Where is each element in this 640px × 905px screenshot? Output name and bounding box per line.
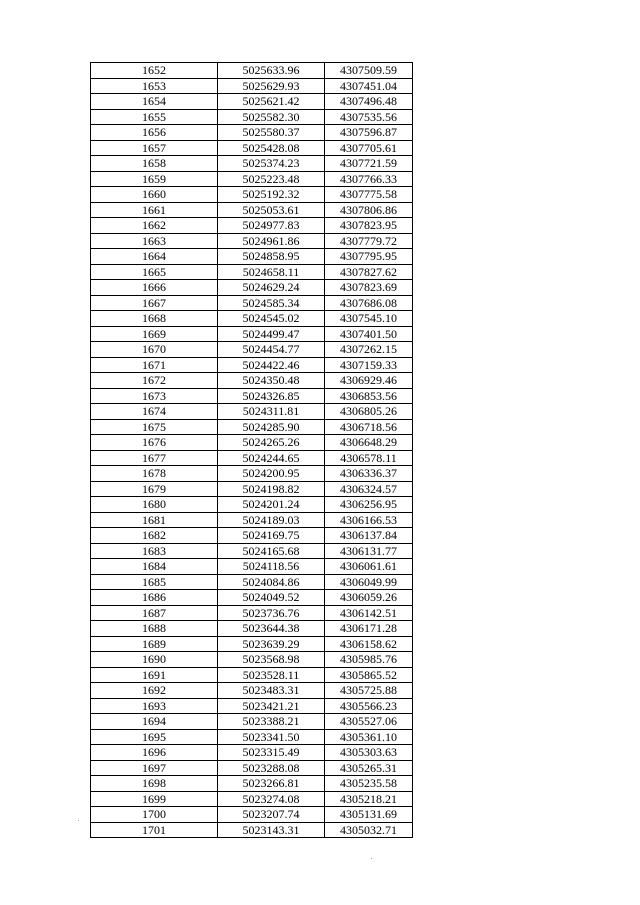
x-coordinate-cell: 5024201.24 [218, 497, 325, 513]
y-coordinate-cell: 4306853.56 [325, 388, 413, 404]
y-coordinate-cell: 4305235.58 [325, 776, 413, 792]
table-row [91, 497, 413, 513]
point-number-cell: 1671 [91, 357, 218, 373]
y-coordinate-cell: 4306171.28 [325, 621, 413, 637]
y-coordinate-cell: 4306049.99 [325, 574, 413, 590]
y-coordinate-cell: 4307806.86 [325, 202, 413, 218]
point-number-cell: 1681 [91, 512, 218, 528]
y-coordinate-cell: 4306131.77 [325, 543, 413, 559]
x-coordinate-cell: 5023288.08 [218, 760, 325, 776]
x-coordinate-cell: 5024499.47 [218, 326, 325, 342]
point-number-cell: 1686 [91, 590, 218, 606]
point-number-cell: 1692 [91, 683, 218, 699]
table-row [91, 714, 413, 730]
table-row [91, 63, 413, 79]
point-number-cell: 1667 [91, 295, 218, 311]
x-coordinate-cell: 5023736.76 [218, 605, 325, 621]
table-row [91, 450, 413, 466]
x-coordinate-cell: 5023315.49 [218, 745, 325, 761]
table-row [91, 78, 413, 94]
table-row [91, 466, 413, 482]
y-coordinate-cell: 4305566.23 [325, 698, 413, 714]
x-coordinate-cell: 5024658.11 [218, 264, 325, 280]
y-coordinate-cell: 4306256.95 [325, 497, 413, 513]
y-coordinate-cell: 4307779.72 [325, 233, 413, 249]
y-coordinate-cell: 4307795.95 [325, 249, 413, 265]
x-coordinate-cell: 5024285.90 [218, 419, 325, 435]
y-coordinate-cell: 4307262.15 [325, 342, 413, 358]
point-number-cell: 1701 [91, 822, 218, 838]
point-number-cell: 1694 [91, 714, 218, 730]
y-coordinate-cell: 4305865.52 [325, 667, 413, 683]
y-coordinate-cell: 4306059.26 [325, 590, 413, 606]
x-coordinate-cell: 5025192.32 [218, 187, 325, 203]
y-coordinate-cell: 4307705.61 [325, 140, 413, 156]
point-number-cell: 1678 [91, 466, 218, 482]
y-coordinate-cell: 4306336.37 [325, 466, 413, 482]
table-row [91, 652, 413, 668]
y-coordinate-cell: 4307535.56 [325, 109, 413, 125]
table-row [91, 435, 413, 451]
table-row [91, 233, 413, 249]
x-coordinate-cell: 5023421.21 [218, 698, 325, 714]
x-coordinate-cell: 5025633.96 [218, 63, 325, 79]
x-coordinate-cell: 5023143.31 [218, 822, 325, 838]
point-number-cell: 1657 [91, 140, 218, 156]
table-row [91, 481, 413, 497]
y-coordinate-cell: 4305032.71 [325, 822, 413, 838]
point-number-cell: 1689 [91, 636, 218, 652]
point-number-cell: 1691 [91, 667, 218, 683]
table-row [91, 419, 413, 435]
x-coordinate-cell: 5023483.31 [218, 683, 325, 699]
point-number-cell: 1672 [91, 373, 218, 389]
y-coordinate-cell: 4307596.87 [325, 125, 413, 141]
point-number-cell: 1668 [91, 311, 218, 327]
x-coordinate-cell: 5024265.26 [218, 435, 325, 451]
point-number-cell: 1663 [91, 233, 218, 249]
point-number-cell: 1687 [91, 605, 218, 621]
table-row [91, 357, 413, 373]
point-number-cell: 1679 [91, 481, 218, 497]
point-number-cell: 1662 [91, 218, 218, 234]
point-number-cell: 1670 [91, 342, 218, 358]
y-coordinate-cell: 4305985.76 [325, 652, 413, 668]
table-row [91, 791, 413, 807]
x-coordinate-cell: 5025223.48 [218, 171, 325, 187]
x-coordinate-cell: 5023341.50 [218, 729, 325, 745]
table-row [91, 202, 413, 218]
table-row [91, 822, 413, 838]
y-coordinate-cell: 4306142.51 [325, 605, 413, 621]
x-coordinate-cell: 5024084.86 [218, 574, 325, 590]
y-coordinate-cell: 4305527.06 [325, 714, 413, 730]
x-coordinate-cell: 5024350.48 [218, 373, 325, 389]
table-row [91, 760, 413, 776]
y-coordinate-cell: 4307451.04 [325, 78, 413, 94]
x-coordinate-cell: 5024977.83 [218, 218, 325, 234]
table-row [91, 171, 413, 187]
x-coordinate-cell: 5024189.03 [218, 512, 325, 528]
y-coordinate-cell: 4306324.57 [325, 481, 413, 497]
table-row [91, 667, 413, 683]
x-coordinate-cell: 5024629.24 [218, 280, 325, 296]
table-row [91, 342, 413, 358]
x-coordinate-cell: 5024858.95 [218, 249, 325, 265]
point-number-cell: 1684 [91, 559, 218, 575]
point-number-cell: 1682 [91, 528, 218, 544]
x-coordinate-cell: 5023207.74 [218, 807, 325, 823]
table-row [91, 125, 413, 141]
x-coordinate-cell: 5025374.23 [218, 156, 325, 172]
point-number-cell: 1673 [91, 388, 218, 404]
x-coordinate-cell: 5024200.95 [218, 466, 325, 482]
table-row [91, 295, 413, 311]
y-coordinate-cell: 4306166.53 [325, 512, 413, 528]
scan-speck [78, 820, 79, 821]
point-number-cell: 1656 [91, 125, 218, 141]
x-coordinate-cell: 5024198.82 [218, 481, 325, 497]
table-row [91, 745, 413, 761]
table-row [91, 388, 413, 404]
x-coordinate-cell: 5024545.02 [218, 311, 325, 327]
y-coordinate-cell: 4305725.88 [325, 683, 413, 699]
point-number-cell: 1693 [91, 698, 218, 714]
x-coordinate-cell: 5024311.81 [218, 404, 325, 420]
table-row [91, 373, 413, 389]
y-coordinate-cell: 4306137.84 [325, 528, 413, 544]
x-coordinate-cell: 5024454.77 [218, 342, 325, 358]
point-number-cell: 1658 [91, 156, 218, 172]
x-coordinate-cell: 5025580.37 [218, 125, 325, 141]
table-row [91, 559, 413, 575]
coordinates-table [90, 62, 413, 838]
point-number-cell: 1675 [91, 419, 218, 435]
point-number-cell: 1653 [91, 78, 218, 94]
table-row [91, 326, 413, 342]
y-coordinate-cell: 4305131.69 [325, 807, 413, 823]
table-row [91, 528, 413, 544]
x-coordinate-cell: 5024244.65 [218, 450, 325, 466]
scan-speck [371, 858, 372, 859]
y-coordinate-cell: 4307721.59 [325, 156, 413, 172]
y-coordinate-cell: 4306578.11 [325, 450, 413, 466]
table-row [91, 636, 413, 652]
point-number-cell: 1685 [91, 574, 218, 590]
table-row [91, 605, 413, 621]
table-row [91, 574, 413, 590]
table-row [91, 512, 413, 528]
x-coordinate-cell: 5023639.29 [218, 636, 325, 652]
point-number-cell: 1660 [91, 187, 218, 203]
table-row [91, 590, 413, 606]
point-number-cell: 1654 [91, 94, 218, 110]
table-row [91, 109, 413, 125]
point-number-cell: 1699 [91, 791, 218, 807]
table-row [91, 776, 413, 792]
point-number-cell: 1698 [91, 776, 218, 792]
point-number-cell: 1696 [91, 745, 218, 761]
point-number-cell: 1665 [91, 264, 218, 280]
point-number-cell: 1669 [91, 326, 218, 342]
table-row [91, 94, 413, 110]
x-coordinate-cell: 5024422.46 [218, 357, 325, 373]
y-coordinate-cell: 4307159.33 [325, 357, 413, 373]
point-number-cell: 1688 [91, 621, 218, 637]
point-number-cell: 1655 [91, 109, 218, 125]
point-number-cell: 1695 [91, 729, 218, 745]
table-row [91, 264, 413, 280]
point-number-cell: 1664 [91, 249, 218, 265]
table-row [91, 218, 413, 234]
y-coordinate-cell: 4307823.95 [325, 218, 413, 234]
y-coordinate-cell: 4307401.50 [325, 326, 413, 342]
x-coordinate-cell: 5023568.98 [218, 652, 325, 668]
table-row [91, 249, 413, 265]
point-number-cell: 1680 [91, 497, 218, 513]
y-coordinate-cell: 4306158.62 [325, 636, 413, 652]
point-number-cell: 1676 [91, 435, 218, 451]
point-number-cell: 1697 [91, 760, 218, 776]
y-coordinate-cell: 4307775.58 [325, 187, 413, 203]
y-coordinate-cell: 4305361.10 [325, 729, 413, 745]
point-number-cell: 1690 [91, 652, 218, 668]
table-row [91, 807, 413, 823]
table-row [91, 683, 413, 699]
y-coordinate-cell: 4306061.61 [325, 559, 413, 575]
point-number-cell: 1659 [91, 171, 218, 187]
y-coordinate-cell: 4306929.46 [325, 373, 413, 389]
x-coordinate-cell: 5023266.81 [218, 776, 325, 792]
x-coordinate-cell: 5024118.56 [218, 559, 325, 575]
y-coordinate-cell: 4306805.26 [325, 404, 413, 420]
x-coordinate-cell: 5024165.68 [218, 543, 325, 559]
point-number-cell: 1677 [91, 450, 218, 466]
y-coordinate-cell: 4305265.31 [325, 760, 413, 776]
y-coordinate-cell: 4307545.10 [325, 311, 413, 327]
point-number-cell: 1700 [91, 807, 218, 823]
x-coordinate-cell: 5024585.34 [218, 295, 325, 311]
x-coordinate-cell: 5025053.61 [218, 202, 325, 218]
point-number-cell: 1683 [91, 543, 218, 559]
y-coordinate-cell: 4305218.21 [325, 791, 413, 807]
y-coordinate-cell: 4305303.63 [325, 745, 413, 761]
x-coordinate-cell: 5023528.11 [218, 667, 325, 683]
x-coordinate-cell: 5025582.30 [218, 109, 325, 125]
y-coordinate-cell: 4307823.69 [325, 280, 413, 296]
x-coordinate-cell: 5024169.75 [218, 528, 325, 544]
x-coordinate-cell: 5025629.93 [218, 78, 325, 94]
x-coordinate-cell: 5024326.85 [218, 388, 325, 404]
table-row [91, 729, 413, 745]
x-coordinate-cell: 5024961.86 [218, 233, 325, 249]
table-row [91, 280, 413, 296]
x-coordinate-cell: 5023274.08 [218, 791, 325, 807]
y-coordinate-cell: 4307496.48 [325, 94, 413, 110]
point-number-cell: 1661 [91, 202, 218, 218]
table-row [91, 698, 413, 714]
y-coordinate-cell: 4306648.29 [325, 435, 413, 451]
table-row [91, 404, 413, 420]
table-row [91, 543, 413, 559]
y-coordinate-cell: 4307686.08 [325, 295, 413, 311]
table-row [91, 140, 413, 156]
point-number-cell: 1666 [91, 280, 218, 296]
x-coordinate-cell: 5025428.08 [218, 140, 325, 156]
point-number-cell: 1652 [91, 63, 218, 79]
y-coordinate-cell: 4307766.33 [325, 171, 413, 187]
table-row [91, 156, 413, 172]
y-coordinate-cell: 4307509.59 [325, 63, 413, 79]
point-number-cell: 1674 [91, 404, 218, 420]
table-row [91, 621, 413, 637]
x-coordinate-cell: 5023644.38 [218, 621, 325, 637]
table-row [91, 187, 413, 203]
x-coordinate-cell: 5024049.52 [218, 590, 325, 606]
x-coordinate-cell: 5025621.42 [218, 94, 325, 110]
table-row [91, 311, 413, 327]
coordinates-table-body [91, 63, 413, 838]
x-coordinate-cell: 5023388.21 [218, 714, 325, 730]
y-coordinate-cell: 4306718.56 [325, 419, 413, 435]
y-coordinate-cell: 4307827.62 [325, 264, 413, 280]
